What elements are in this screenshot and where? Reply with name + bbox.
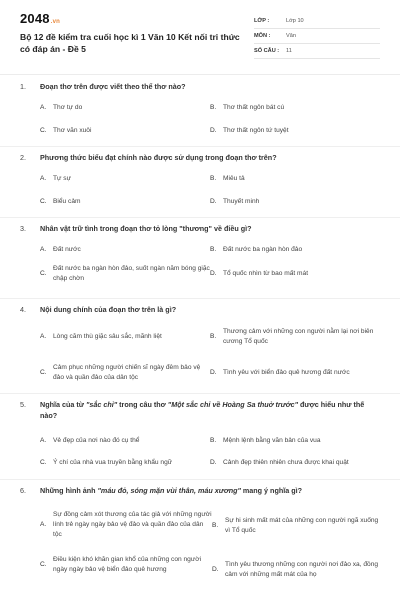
question-text (40, 485, 382, 496)
question-stem (20, 399, 382, 421)
option-text: Thơ văn xuôi (53, 127, 92, 134)
option-d[interactable] (212, 560, 382, 580)
question-stem (20, 485, 382, 496)
option-c[interactable] (40, 126, 210, 136)
meta-label: MÔN : (254, 33, 271, 39)
option-d[interactable] (210, 197, 382, 207)
stem-part: mang ý nghĩa gì? (240, 486, 302, 495)
option-c[interactable] (40, 458, 210, 468)
stem-part: Nghĩa của từ (40, 400, 86, 409)
question-divider (0, 479, 400, 480)
stem-part: Những hình ảnh (40, 486, 98, 495)
question-divider (0, 146, 400, 147)
option-text: Vẻ đẹp của nơi nào đó cụ thể (53, 437, 140, 444)
question-number: 2. (20, 153, 26, 162)
option-text: Đất nước (53, 246, 81, 253)
option-text: Sự hi sinh mất mát của những con người ngã xuống vì Tổ quốc (225, 517, 379, 534)
option-letter: B. (210, 437, 217, 444)
question-number: 3. (20, 224, 26, 233)
option-a[interactable] (40, 436, 210, 446)
option-letter: D. (210, 270, 217, 277)
stem-part-italic: "Một sắc chỉ về Hoàng Sa thuở trước" (167, 400, 299, 409)
option-text: Tổ quốc nhìn từ bao mất mát (223, 270, 309, 277)
question-2 (20, 152, 382, 205)
option-c[interactable] (40, 363, 210, 383)
question-number: 5. (20, 400, 26, 409)
option-letter: C. (40, 127, 47, 134)
option-text: Biểu cảm (53, 198, 81, 205)
option-c[interactable] (40, 555, 212, 575)
option-b[interactable] (210, 103, 382, 113)
option-text: Cảnh đẹp thiên nhiên chưa được khai quật (223, 459, 349, 466)
question-text (40, 399, 382, 421)
option-letter: D. (210, 459, 217, 466)
option-a[interactable] (40, 245, 210, 255)
option-d[interactable] (210, 126, 382, 136)
option-b[interactable] (210, 245, 382, 255)
option-letter: A. (40, 246, 47, 253)
stem-part: trong câu thơ (117, 400, 168, 409)
question-text: Đoạn thơ trên được viết theo thể thơ nào? (40, 82, 186, 91)
option-a[interactable] (40, 510, 212, 540)
logo-sub: .vn (50, 19, 61, 25)
option-a[interactable] (40, 103, 210, 113)
option-text: Điều kiện khó khăn gian khổ của những con người ngày ngày bảo vệ biển đảo quê hương (53, 556, 202, 573)
option-letter: B. (212, 522, 219, 529)
option-b[interactable] (210, 174, 382, 184)
option-text: Đất nước ba ngàn hòn đảo (223, 246, 303, 253)
question-stem (20, 304, 382, 315)
option-text: Thơ thất ngôn tứ tuyệt (223, 127, 289, 134)
question-stem (20, 81, 382, 92)
question-number: 6. (20, 486, 26, 495)
option-a[interactable] (40, 332, 210, 342)
option-d[interactable] (210, 269, 382, 279)
option-letter: C. (40, 369, 47, 376)
option-text: Cảm phục những người chiến sĩ ngày đêm bảo vệ đảo và quần đảo của dân tộc (53, 364, 201, 381)
option-c[interactable] (40, 197, 210, 207)
option-text: Tình yêu với biển đảo quê hương đất nước (223, 369, 350, 376)
meta-row-subject (254, 29, 380, 44)
option-letter: C. (40, 198, 47, 205)
option-letter: D. (210, 198, 217, 205)
question-3 (20, 223, 382, 282)
question-6 (20, 485, 382, 578)
option-letter: B. (210, 333, 217, 340)
option-text: Mệnh lệnh bằng văn bản của vua (223, 437, 321, 444)
meta-label: SỐ CÂU : (254, 48, 280, 54)
question-number: 1. (20, 82, 26, 91)
site-logo[interactable] (20, 11, 60, 26)
option-text: Thơ tự do (53, 104, 83, 111)
option-text: Tình yêu thương những con người nơi đảo xa, đồng cảm với những mất mát của họ (225, 561, 379, 578)
option-letter: B. (210, 104, 217, 111)
meta-row-count (254, 44, 380, 59)
question-1 (20, 81, 382, 134)
exam-meta (254, 14, 380, 59)
option-letter: B. (210, 175, 217, 182)
option-letter: A. (40, 333, 47, 340)
question-stem (20, 152, 382, 163)
question-divider (0, 217, 400, 218)
option-text: Tự sự (53, 175, 71, 182)
question-text: Phương thức biểu đạt chính nào được sử dụng trong đoạn thơ trên? (40, 153, 277, 162)
option-letter: C. (40, 270, 47, 277)
stem-part: được hiểu như thế nào? (40, 400, 365, 420)
question-text: Nhân vật trữ tình trong đoạn thơ tỏ lòng "thương" về điều gì? (40, 224, 252, 233)
question-number: 4. (20, 305, 26, 314)
option-text: Thuyết minh (223, 198, 260, 205)
question-4 (20, 304, 382, 381)
stem-part-italic: "sắc chỉ" (85, 400, 118, 409)
header-divider (0, 74, 400, 75)
meta-value: Văn (286, 33, 296, 39)
option-letter: D. (210, 369, 217, 376)
question-stem (20, 223, 382, 234)
question-text: Nội dung chính của đoạn thơ trên là gì? (40, 305, 177, 314)
option-d[interactable] (210, 458, 382, 468)
option-letter: A. (40, 104, 47, 111)
option-text: Thương cảm với những con người nằm lại nơi biên cương Tổ quốc (223, 328, 374, 345)
question-divider (0, 393, 400, 394)
option-letter: C. (40, 561, 47, 568)
option-letter: A. (40, 175, 47, 182)
option-letter: A. (40, 437, 47, 444)
meta-row-class (254, 14, 380, 29)
meta-label: LỚP : (254, 18, 270, 24)
option-c[interactable] (40, 264, 210, 284)
option-letter: A. (40, 521, 47, 528)
stem-part-italic: "máu đỏ, sóng mặn vùi thân, máu xương" (97, 486, 241, 495)
option-letter: B. (210, 246, 217, 253)
page-header (0, 0, 400, 72)
meta-value: 11 (286, 48, 292, 54)
option-letter: D. (212, 566, 219, 573)
option-text: Sự đồng cảm xót thương của tác giả với những người lính trẻ ngày ngày bảo vệ đảo và quần đảo của dân tộc (53, 511, 212, 538)
option-text: Thơ thất ngôn bát cú (223, 104, 285, 111)
option-a[interactable] (40, 174, 210, 184)
option-b[interactable] (210, 327, 382, 347)
option-letter: C. (40, 459, 47, 466)
option-b[interactable] (212, 516, 382, 536)
option-b[interactable] (210, 436, 382, 446)
option-text: Miêu tả (223, 175, 245, 182)
question-5 (20, 399, 382, 466)
option-letter: D. (210, 127, 217, 134)
page-title: Bộ 12 đề kiểm tra cuối học kì 1 Văn 10 Kết nối tri thức có đáp án - Đề 5 (20, 32, 240, 54)
option-text: Đất nước ba ngàn hòn đảo, suốt ngàn năm bóng giặc chập chờn (53, 265, 210, 282)
option-text: Lòng căm thù giặc sâu sắc, mãnh liệt (53, 333, 162, 340)
question-divider (0, 298, 400, 299)
option-d[interactable] (210, 368, 382, 378)
option-text: Ý chí của nhà vua truyền bằng khẩu ngữ (53, 459, 173, 466)
logo-main: 2048 (20, 11, 50, 26)
meta-value: Lớp 10 (286, 18, 304, 24)
